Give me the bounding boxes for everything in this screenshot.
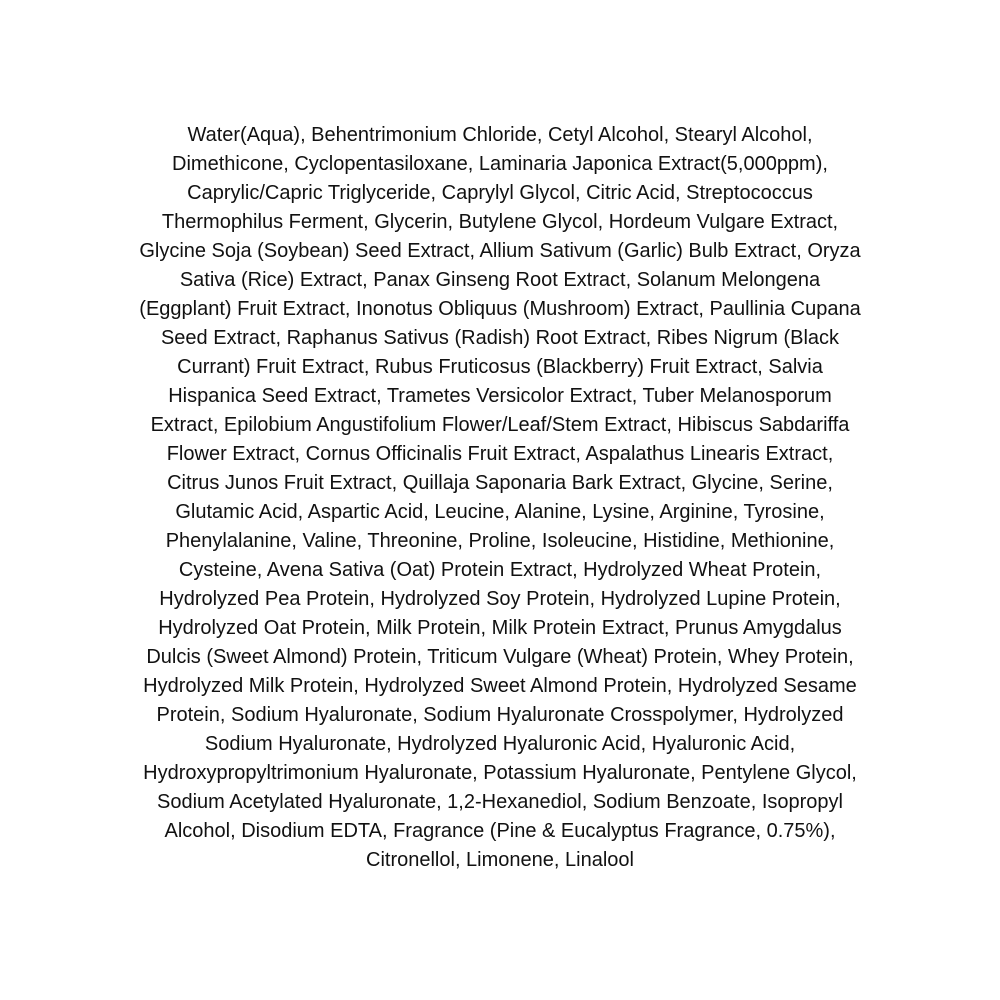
ingredient-line: Extract, Epilobium Angustifolium Flower/Leaf/Stem Extract, Hibiscus Sabdariffa: [150, 414, 850, 436]
ingredient-line: Phenylalanine, Valine, Threonine, Proline, Isoleucine, Histidine, Methionine,: [165, 530, 835, 552]
ingredient-line: Currant) Fruit Extract, Rubus Fruticosus (Blackberry) Fruit Extract, Salvia: [177, 356, 823, 378]
ingredient-line: Hydrolyzed Pea Protein, Hydrolyzed Soy Protein, Hydrolyzed Lupine Protein,: [159, 588, 841, 610]
ingredient-line: Seed Extract, Raphanus Sativus (Radish) Root Extract, Ribes Nigrum (Black: [160, 327, 840, 349]
ingredient-line: Dulcis (Sweet Almond) Protein, Triticum Vulgare (Wheat) Protein, Whey Protein,: [146, 646, 854, 668]
ingredient-line: Sodium Acetylated Hyaluronate, 1,2-Hexanediol, Sodium Benzoate, Isopropyl: [157, 791, 843, 813]
ingredient-line: Glycine Soja (Soybean) Seed Extract, Allium Sativum (Garlic) Bulb Extract, Oryza: [139, 240, 861, 262]
ingredient-line: Sodium Hyaluronate, Hydrolyzed Hyaluronic Acid, Hyaluronic Acid,: [204, 733, 796, 755]
ingredient-line: Citronellol, Limonene, Linalool: [366, 849, 634, 871]
ingredient-line: Water(Aqua), Behentrimonium Chloride, Cetyl Alcohol, Stearyl Alcohol,: [187, 124, 813, 146]
ingredient-line: Protein, Sodium Hyaluronate, Sodium Hyaluronate Crosspolymer, Hydrolyzed: [156, 704, 844, 726]
ingredient-line: Citrus Junos Fruit Extract, Quillaja Saponaria Bark Extract, Glycine, Serine,: [167, 472, 833, 494]
ingredient-line: Glutamic Acid, Aspartic Acid, Leucine, Alanine, Lysine, Arginine, Tyrosine,: [175, 501, 825, 523]
ingredient-line: Hydrolyzed Milk Protein, Hydrolyzed Sweet Almond Protein, Hydrolyzed Sesame: [143, 675, 857, 697]
ingredient-line: (Eggplant) Fruit Extract, Inonotus Obliquus (Mushroom) Extract, Paullinia Cupana: [139, 298, 861, 320]
ingredient-line: Caprylic/Capric Triglyceride, Caprylyl Glycol, Citric Acid, Streptococcus: [187, 182, 813, 204]
ingredient-line: Hydrolyzed Oat Protein, Milk Protein, Milk Protein Extract, Prunus Amygdalus: [158, 617, 842, 639]
ingredient-line: Hispanica Seed Extract, Trametes Versicolor Extract, Tuber Melanosporum: [168, 385, 832, 407]
ingredient-line: Flower Extract, Cornus Officinalis Fruit Extract, Aspalathus Linearis Extract,: [166, 443, 834, 465]
ingredient-line: Alcohol, Disodium EDTA, Fragrance (Pine & Eucalyptus Fragrance, 0.75%),: [164, 820, 836, 842]
ingredient-line: Dimethicone, Cyclopentasiloxane, Laminaria Japonica Extract(5,000ppm),: [172, 153, 828, 175]
ingredient-line: Hydroxypropyltrimonium Hyaluronate, Potassium Hyaluronate, Pentylene Glycol,: [143, 762, 857, 784]
ingredient-line: Sativa (Rice) Extract, Panax Ginseng Root Extract, Solanum Melongena: [179, 269, 821, 291]
ingredient-line: Cysteine, Avena Sativa (Oat) Protein Extract, Hydrolyzed Wheat Protein,: [178, 559, 822, 581]
ingredient-list: [90, 121, 910, 875]
ingredient-line: Thermophilus Ferment, Glycerin, Butylene Glycol, Hordeum Vulgare Extract,: [161, 211, 839, 233]
